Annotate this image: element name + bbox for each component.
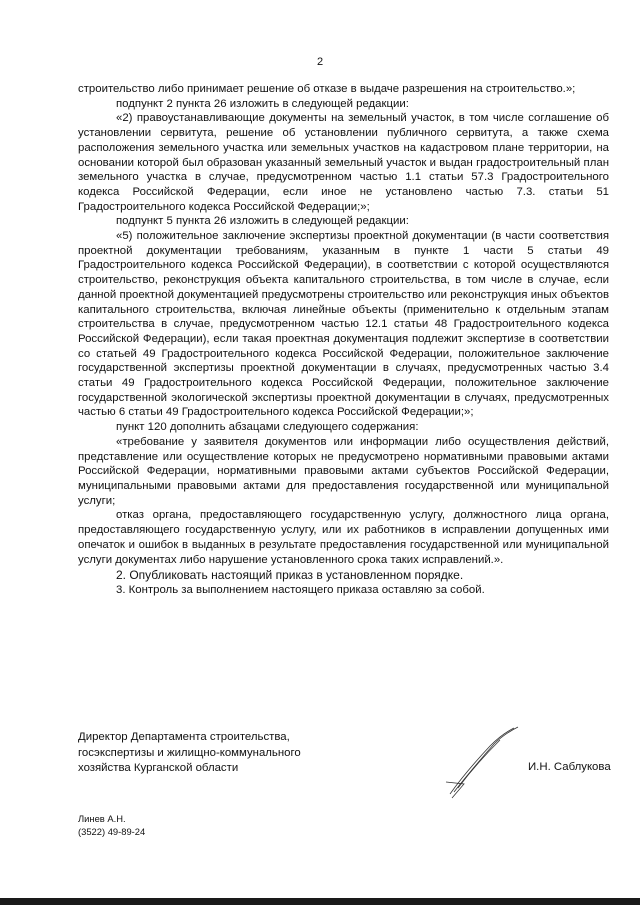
signer-name: И.Н. Саблукова (528, 761, 611, 773)
handwritten-signature (440, 722, 530, 802)
signer-position (78, 730, 378, 777)
signer-position-line: госэкспертизы и жилищно-коммунального (78, 746, 301, 759)
scan-edge (0, 898, 640, 905)
executor-info (78, 812, 145, 838)
paragraph: 2. Опубликовать настоящий приказ в установленном порядке. (116, 568, 464, 583)
paragraph: подпункт 2 пункта 26 изложить в следующей редакции: (116, 97, 409, 110)
paragraph: «2) правоустанавливающие документы на земельный участок, в том числе соглашение об установлении сервитута, решение об установлении публичного сервитута, а также схема расположения земельного участка или земельных участков на кадастровом плане территории, на основании которой был образован указанный земельный участок и выдан градостроительный план земельного участка в случае, предусмотренном частью 1.1 статьи 57.3 Градостроительного кодекса Российской Федерации, если иное не установлено частью 7.3. статьи 51 Градостроительного кодекса Российской Федерации;»; (78, 112, 609, 213)
paragraph: пункт 120 дополнить абзацами следующего содержания: (116, 421, 419, 434)
executor-phone: (3522) 49-89-24 (78, 826, 146, 837)
executor-name: Линев А.Н. (78, 813, 126, 824)
paragraph: «5) положительное заключение экспертизы проектной документации (в части соответствия проектной документации требованиям, указанным в пункте 1 части 5 статьи 49 Градостроительного кодекса Российской Федерации), в соответствии с которой осуществляются строительство, реконструкция объекта капитального строительства, в том числе в случае, если данной проектной документацией предусмотрены строительство или реконструкция иных объектов капитального строительства, включая линейные объекты (применительно к отдельным этапам строительства в случае, предусмотренном частью 12.1 статьи 48 Градостроительного кодекса Российской Федерации), если такая проектная документация подлежит экспертизе в соответствии со статьей 49 Градостроительного кодекса Российской Федерации, положительное заключение государственной экспертизы проектной документации в случаях, предусмотренных частью 3.4 статьи 49 Градостроительного кодекса Российской Федерации, положительное заключение государственной экологической экспертизы проектной документации в случаях, предусмотренных частью 6 статьи 49 Градостроительного кодекса Российской Федерации;»; (78, 230, 609, 419)
document-body (78, 82, 609, 598)
paragraph: отказ органа, предоставляющего государственную услугу, должностного лица органа, предоставляющего государственную услугу, или их работников в исправлении допущенных ими опечаток и ошибок в выданных в результате предоставления государственной или муниципальной услуги документах либо нарушение установленного срока таких исправлений.». (78, 509, 609, 566)
paragraph: 3. Контроль за выполнением настоящего приказа оставляю за собой. (116, 584, 485, 597)
paragraph: подпункт 5 пункта 26 изложить в следующей редакции: (116, 215, 409, 228)
paragraph: «требование у заявителя документов или информации либо осуществления действий, представление или осуществление которых не предусмотрено нормативными правовыми актами Российской Федерации, нормативными правовыми актами субъектов Российской Федерации, муниципальными правовыми актами для предоставления государственной или муниципальной услуги; (78, 435, 609, 507)
page-number: 2 (316, 56, 324, 68)
signer-position-line: хозяйства Курганской области (78, 762, 239, 774)
signer-position-line: Директор Департамента строительства, (78, 731, 290, 743)
paragraph: строительство либо принимает решение об отказе в выдаче разрешения на строительство.»; (78, 83, 576, 95)
